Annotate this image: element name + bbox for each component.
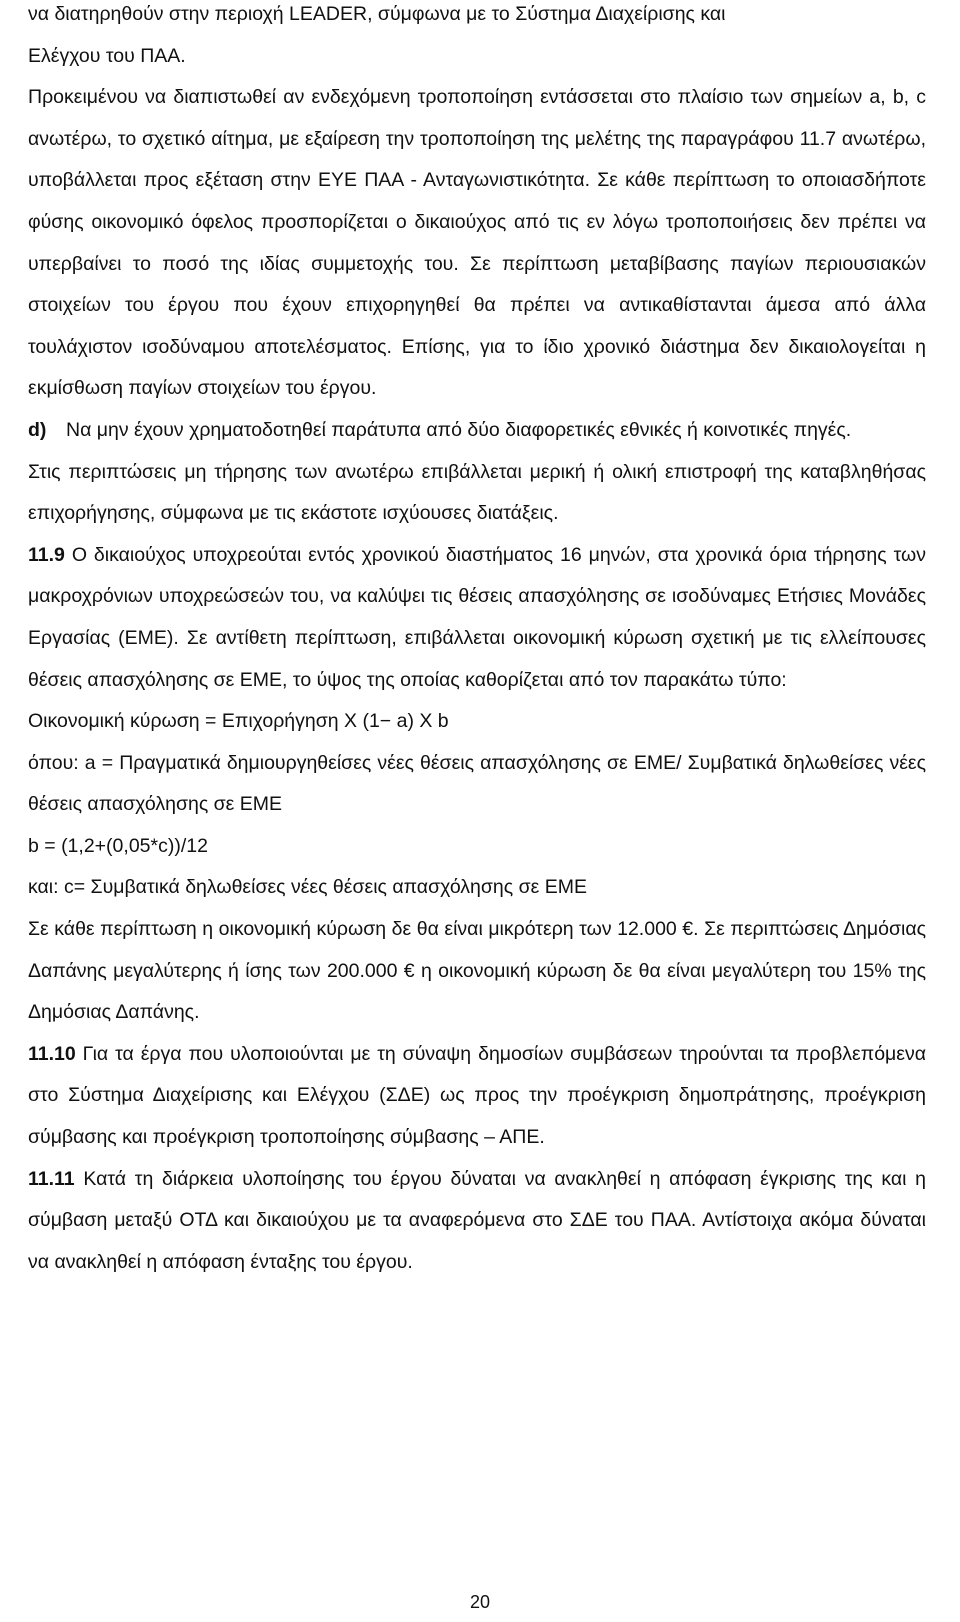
continuation-line: να διατηρηθούν στην περιοχή LEADER, σύμφωνα με το Σύστημα Διαχείρισης και <box>28 3 726 25</box>
formula-definition-b: b = (1,2+(0,05*c))/12 <box>28 834 208 857</box>
paragraph-modification: Προκειμένου να διαπιστωθεί αν ενδεχόμενη τροποποίηση εντάσσεται στο πλαίσιο των σημείων a, b, c ανωτέρω, το σχετικό αίτημα, με εξαίρεση την τροποποίηση της μελέτης της παραγράφου 11.7 ανωτέρω, υποβάλλεται προς εξέταση στην ΕΥΕ ΠΑΑ - Ανταγωνιστικότητα. Σε κάθε περίπτωση το οποιασδήποτε φύσης οικονομικό όφελος προσπορίζεται ο δικαιούχος από τις εν λόγω τροποποιήσεις δεν πρέπει να υπερβαίνει το ποσό της ιδίας συμμετοχής του. Σε περίπτωση μεταβίβασης παγίων περιουσιακών στοιχείων του έργου που έχουν επιχορηγηθεί θα πρέπει να αντικαθίστανται άμεσα από άλλα τουλάχιστον ισοδύναμου αποτελέσματος. Επίσης, για το ίδιο χρονικό διάστημα δεν δικαιολογείται η εκμίσθωση παγίων στοιχείων του έργου. <box>28 86 926 400</box>
section-number: 11.11 <box>28 1167 75 1190</box>
section-11-10 <box>28 1034 926 1159</box>
formula-line: Οικονομική κύρωση = Επιχορήγηση Χ (1− a) Χ b <box>28 710 449 733</box>
formula-definition-a: όπου: a = Πραγματικά δημιουργηθείσες νέες θέσεις απασχόλησης σε ΕΜΕ/ Συμβατικά δηλωθείσες νέες θέσεις απασχόλησης σε ΕΜΕ <box>28 751 926 816</box>
section-number: 11.9 <box>28 543 65 566</box>
section-number: 11.10 <box>28 1042 76 1065</box>
formula-definition-c: και: c= Συμβατικά δηλωθείσες νέες θέσεις απασχόλησης σε ΕΜΕ <box>28 876 587 899</box>
list-item-d <box>28 410 926 452</box>
continuation-line: Ελέγχου του ΠΑΑ. <box>28 44 186 67</box>
list-marker: d) <box>28 418 47 441</box>
list-item-text: Να μην έχουν χρηματοδοτηθεί παράτυπα από δύο διαφορετικές εθνικές ή κοινοτικές πηγές. <box>66 418 852 441</box>
section-text: Ο δικαιούχος υποχρεούται εντός χρονικού διαστήματος 16 μηνών, στα χρονικά όρια τήρησης των μακροχρόνιων υποχρεώσεών του, να καλύψει τις θέσεις απασχόλησης σε ισοδύναμες Ετήσιες Μονάδες Εργασίας (ΕΜΕ). Σε αντίθετη περίπτωση, επιβάλλεται οικονομική κύρωση σχετική με τις ελλείπουσες θέσεις απασχόλησης σε ΕΜΕ, το ύψος της οποίας καθορίζεται από τον παρακάτω τύπο: <box>28 543 926 691</box>
section-11-11 <box>28 1159 926 1284</box>
body-text <box>28 0 926 1283</box>
section-text: Κατά τη διάρκεια υλοποίησης του έργου δύναται να ανακληθεί η απόφαση έγκρισης της και η σύμβαση μεταξύ ΟΤΔ και δικαιούχου με τα αναφερόμενα στο ΣΔΕ του ΠΑΑ. Αντίστοιχα ακόμα δύναται να ανακληθεί η απόφαση ένταξης του έργου. <box>28 1167 926 1273</box>
paragraph-penalty: Σε κάθε περίπτωση η οικονομική κύρωση δε θα είναι μικρότερη των 12.000 €. Σε περιπτώσεις Δημόσιας Δαπάνης μεγαλύτερης ή ίσης των 200.000 € η οικονομική κύρωση δε θα είναι μεγαλύτερη του 15% της Δημόσιας Δαπάνης. <box>28 918 926 1024</box>
paragraph-recovery: Στις περιπτώσεις μη τήρησης των ανωτέρω επιβάλλεται μερική ή ολική επιστροφή της καταβληθήσας επιχορήγησης, σύμφωνα με τις εκάστοτε ισχύουσες διατάξεις. <box>28 460 926 525</box>
section-text: Για τα έργα που υλοποιούνται με τη σύναψη δημοσίων συμβάσεων τηρούνται τα προβλεπόμενα στο Σύστημα Διαχείρισης και Ελέγχου (ΣΔΕ) ως προς την προέγκριση δημοπράτησης, προέγκριση σύμβασης και προέγκριση τροποποίησης σύμβασης – ΑΠΕ. <box>28 1042 926 1149</box>
page-number: 20 <box>469 1592 491 1612</box>
section-11-9 <box>28 535 926 701</box>
